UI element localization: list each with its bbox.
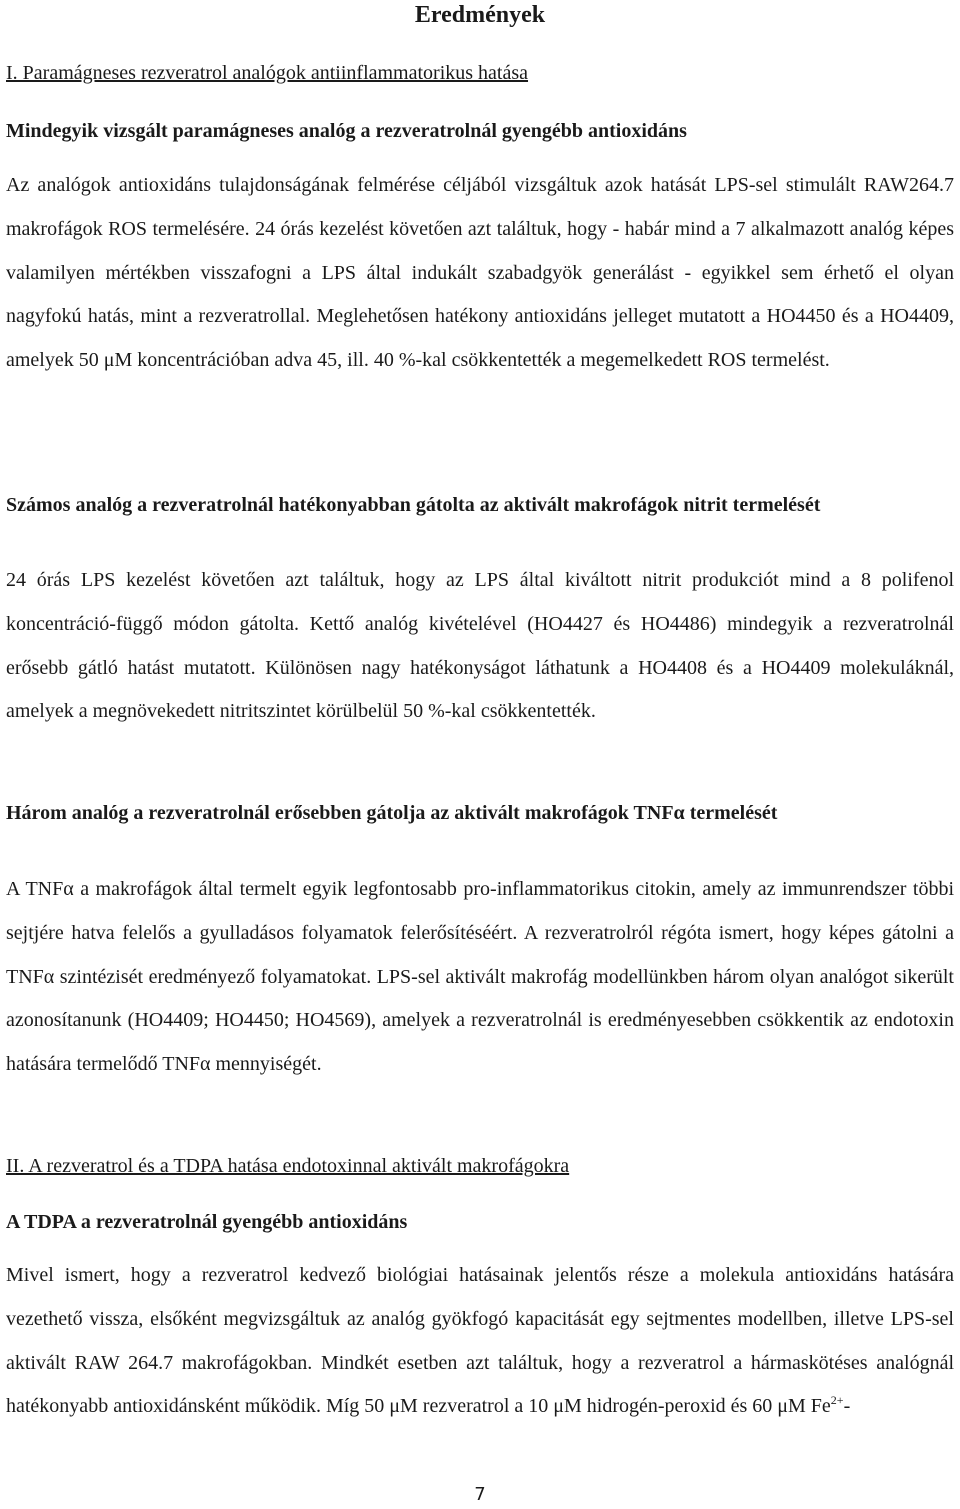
page-number: 7 [474, 1484, 486, 1505]
section-2-heading: II. A rezveratrol és a TDPA hatása endotoxinnal aktivált makrofágokra [6, 1155, 570, 1177]
subsection-1-1-heading: Mindegyik vizsgált paramágneses analóg a rezveratrolnál gyengébb antioxidáns [6, 120, 687, 142]
page-title: Eredmények [414, 2, 546, 28]
section-1-heading: I. Paramágneses rezveratrol analógok antiinflammatorikus hatása [6, 62, 529, 84]
subsection-1-1-text: Az analógok antioxidáns tulajdonságának felmérése céljából vizsgáltuk azok hatását LPS-sel stimulált RAW264.7 makrofágok ROS termelésére. 24 órás kezelést követően azt találtuk, hogy - habár mind a 7 alkalmazott analóg képes valamilyen mértékben visszafogni a LPS által indukált szabadgyök generálást - egyikkel sem érhető el olyan nagyfokú hatás, mint a rezveratrollal. Meglehetősen hatékony antioxidáns jelleget mutatott a HO4450 és a HO4409, amelyek 50 μM koncentrációban adva 45, ill. 40 %-kal csökkentették a megemelkedett ROS termelést. [6, 174, 954, 372]
subsection-2-1-body: Mivel ismert, hogy a rezveratrol kedvező biológiai hatásainak jelentős része a molekula antioxidáns hatására vezethető vissza, elsőként megvizsgáltuk az analóg gyökfogó kapacitását egy sejtmentes modellben, illetve LPS-sel aktivált RAW 264.7 makrofágokban. Mindkét esetben azt találtuk, hogy a rezveratrol a hármaskötéses analógnál hatékonyabb antioxidánsként működik. Míg 50 μM rezveratrol a 10 μM hidrogén-peroxid és 60 μM Fe [6, 1264, 954, 1418]
subsection-1-2-heading: Számos analóg a rezveratrolnál hatékonyabban gátolta az aktivált makrofágok nitrit termelését [6, 494, 821, 516]
subsection-1-3-text: A TNFα a makrofágok által termelt egyik legfontosabb pro-inflammatorikus citokin, amely az immunrendszer többi sejtjére hatva felelős a gyulladásos folyamatok felerősítéséért. A rezveratrolról régóta ismert, hogy képes gátolni a TNFα szintézisét eredményező folyamatokat. LPS-sel aktivált makrofág modellünkben három olyan analógot sikerült azonosítanunk (HO4409; HO4450; HO4569), amelyek a rezveratrolnál is eredményesebben csökkentik az endotoxin hatására termelődő TNFα mennyiségét. [6, 878, 954, 1076]
iron-charge-superscript: 2+ [830, 1393, 844, 1408]
subsection-2-1-tail: - [843, 1395, 851, 1418]
subsection-1-2-text: 24 órás LPS kezelést követően azt találtuk, hogy az LPS által kiváltott nitrit produkciót mind a 8 polifenol koncentráció-függő módon gátolta. Kettő analóg kivételével (HO4427 és HO4486) mindegyik a rezveratrolnál erősebb gátló hatást mutatott. Különösen nagy hatékonyságot láthatunk a HO4408 és a HO4409 molekuláknál, amelyek a megnövekedett nitritszintet körülbelül 50 %-kal csökkentették. [6, 569, 954, 723]
subsection-2-1-heading: A TDPA a rezveratrolnál gyengébb antioxidáns [6, 1211, 408, 1233]
subsection-1-3-heading: Három analóg a rezveratrolnál erősebben gátolja az aktivált makrofágok TNFα termelését [6, 802, 778, 824]
subsection-2-1-text [6, 1254, 954, 1429]
